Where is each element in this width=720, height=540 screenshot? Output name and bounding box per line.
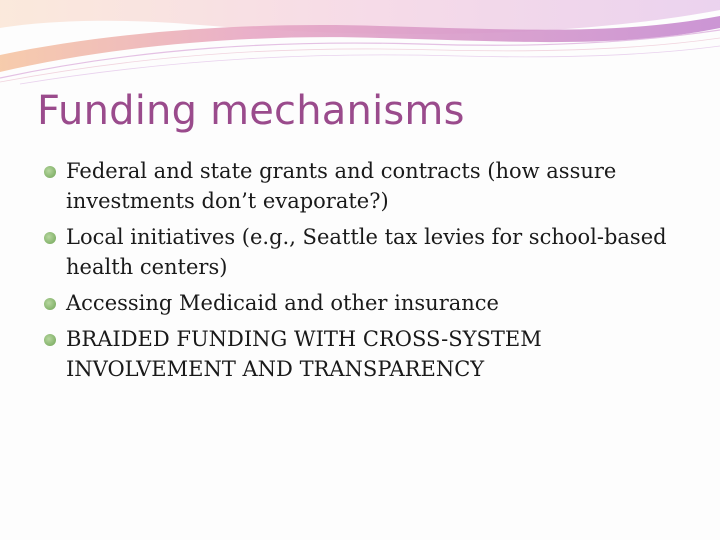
bullet-item [44, 288, 694, 318]
bullet-dot-icon [44, 166, 56, 178]
bullet-text: Local initiatives (e.g., Seattle tax levies for school-based health centers) [66, 225, 667, 279]
bullet-dot-icon [44, 298, 56, 310]
bullet-text: Federal and state grants and contracts (how assure investments don’t evaporate?) [66, 159, 617, 213]
bullet-text: BRAIDED FUNDING WITH CROSS-SYSTEM INVOLVEMENT AND TRANSPARENCY [66, 327, 542, 381]
bullet-item [44, 222, 694, 282]
bullet-item [44, 324, 694, 384]
slide-title: Funding mechanisms [37, 88, 465, 134]
bullet-list [44, 156, 694, 390]
bullet-dot-icon [44, 334, 56, 346]
bullet-dot-icon [44, 232, 56, 244]
bullet-text: Accessing Medicaid and other insurance [66, 291, 499, 315]
header-decoration [0, 0, 720, 90]
bullet-item [44, 156, 694, 216]
